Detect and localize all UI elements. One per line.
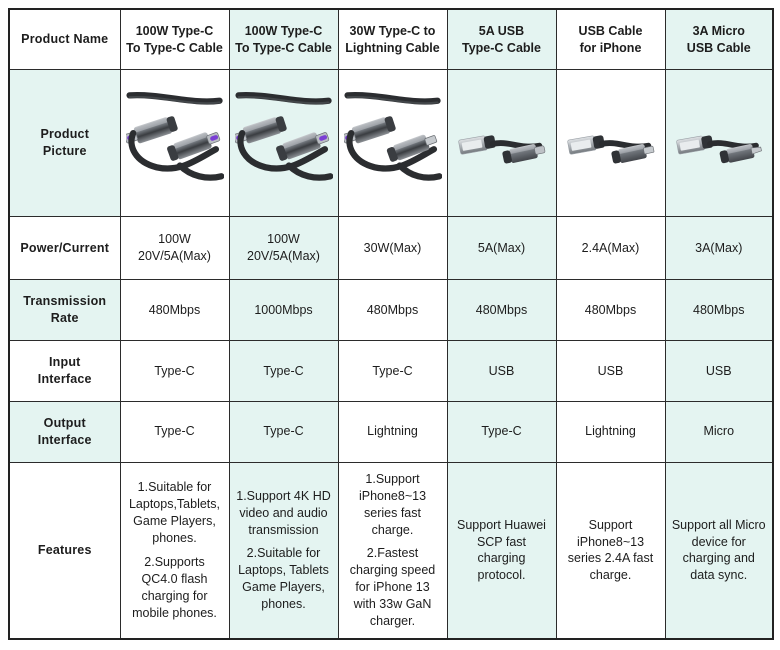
column-header-0: [120, 9, 229, 70]
power-line1: 5A(Max): [477, 240, 526, 255]
product-name-line2: To Type-C Cable: [126, 40, 223, 55]
product-name-line1: 30W Type-C to: [349, 23, 436, 38]
column-header-5: [665, 9, 773, 70]
product-name-line1: 100W Type-C: [135, 23, 214, 38]
row-label-output-interface: [9, 401, 120, 462]
transmission-rate-cell-4: 480Mbps: [556, 280, 665, 341]
row-label-power-current: [9, 217, 120, 280]
features-cell-3: [447, 462, 556, 639]
transmission-rate-cell-5: 480Mbps: [665, 280, 773, 341]
features-cell-2: [338, 462, 447, 639]
product-comparison-table: [8, 8, 774, 640]
product-picture-cell-0: [120, 70, 229, 217]
feature-item: 2.Suitable for Laptops, Tablets Game Players, phones.: [238, 546, 329, 612]
row-label-text-line1: Input: [48, 355, 81, 370]
power-current-cell-4: [556, 217, 665, 280]
row-label-text-line1: Output: [43, 415, 86, 430]
table-row-features: [9, 462, 773, 639]
row-label-product-name: [9, 9, 120, 70]
product-name-line1: 3A Micro: [692, 23, 745, 38]
table-row-power-current: [9, 217, 773, 280]
row-label-text: Features: [37, 542, 92, 557]
row-label-transmission-rate: [9, 280, 120, 341]
features-cell-4: [556, 462, 665, 639]
transmission-rate-cell-3: 480Mbps: [447, 280, 556, 341]
power-line2: 20V/5A(Max): [138, 249, 211, 264]
row-label-text-line1: Product: [40, 127, 90, 142]
product-name-line1: 5A USB: [478, 23, 525, 38]
power-line1: 30W(Max): [363, 240, 422, 255]
row-label-text: Product Name: [21, 32, 109, 47]
feature-item: 1.Support 4K HD video and audio transmission: [236, 488, 331, 537]
table-row-output-interface: [9, 401, 773, 462]
output-interface-cell-3: Type-C: [447, 401, 556, 462]
input-interface-cell-1: Type-C: [229, 341, 338, 402]
usb-to-type-c-cable-picture: [453, 84, 551, 202]
power-line1: 100W: [267, 232, 300, 247]
type-c-to-lightning-cable-picture: [344, 84, 442, 202]
product-name-line1: 100W Type-C: [244, 23, 323, 38]
product-name-line2: for iPhone: [579, 40, 642, 55]
column-header-2: [338, 9, 447, 70]
transmission-rate-cell-2: 480Mbps: [338, 280, 447, 341]
transmission-rate-cell-0: 480Mbps: [120, 280, 229, 341]
features-cell-0: [120, 462, 229, 639]
features-cell-1: [229, 462, 338, 639]
input-interface-cell-2: Type-C: [338, 341, 447, 402]
column-header-1: [229, 9, 338, 70]
feature-item: 2.Fastest charging speed for iPhone 13 with 33w GaN charger.: [349, 546, 436, 628]
table-row-transmission-rate: [9, 280, 773, 341]
product-name-line2: Lightning Cable: [345, 40, 440, 55]
power-line2: 20V/5A(Max): [247, 249, 320, 264]
feature-item: Support Huawei SCP fast charging protocol.: [457, 517, 546, 583]
product-picture-cell-1: [229, 70, 338, 217]
feature-item: 1.Suitable for Laptops,Tablets, Game Players, phones.: [128, 480, 221, 546]
table-row-product-name: [9, 9, 773, 70]
product-picture-cell-2: [338, 70, 447, 217]
input-interface-cell-3: USB: [447, 341, 556, 402]
product-name-line2: USB Cable: [686, 40, 751, 55]
feature-item: Support all Micro device for charging and data sync.: [671, 517, 766, 583]
row-label-text-line2: Picture: [42, 144, 87, 159]
power-line1: 2.4A(Max): [581, 240, 640, 255]
input-interface-cell-4: USB: [556, 341, 665, 402]
product-name-line1: USB Cable: [578, 23, 643, 38]
power-current-cell-0: [120, 217, 229, 280]
feature-item: Support iPhone8~13 series 2.4A fast charge.: [567, 517, 654, 583]
feature-item: 2.Supports QC4.0 flash charging for mobile phones.: [132, 554, 217, 620]
table-row-product-picture: [9, 70, 773, 217]
column-header-3: [447, 9, 556, 70]
features-cell-5: [665, 462, 773, 639]
row-label-text-line1: Transmission: [23, 294, 107, 309]
power-current-cell-2: [338, 217, 447, 280]
row-label-text-line2: Interface: [37, 372, 92, 386]
type-c-to-type-c-cable-picture: [126, 84, 224, 202]
row-label-text: Power/Current: [20, 240, 110, 255]
usb-to-micro-cable-picture: [671, 84, 768, 202]
column-header-4: [556, 9, 665, 70]
power-line1: 3A(Max): [695, 240, 743, 255]
output-interface-cell-5: Micro: [665, 401, 773, 462]
power-current-cell-5: [665, 217, 773, 280]
output-interface-cell-1: Type-C: [229, 401, 338, 462]
product-picture-cell-4: [556, 70, 665, 217]
output-interface-cell-0: Type-C: [120, 401, 229, 462]
input-interface-cell-0: Type-C: [120, 341, 229, 402]
row-label-product-picture: [9, 70, 120, 217]
input-interface-cell-5: USB: [665, 341, 773, 402]
power-line1: 100W: [158, 232, 191, 247]
product-picture-cell-3: [447, 70, 556, 217]
transmission-rate-cell-1: 1000Mbps: [229, 280, 338, 341]
output-interface-cell-2: Lightning: [338, 401, 447, 462]
feature-item: 1.Support iPhone8~13 series fast charge.: [358, 471, 427, 537]
type-c-to-type-c-cable-picture: [235, 84, 333, 202]
power-current-cell-3: [447, 217, 556, 280]
row-label-text-line2: Interface: [37, 432, 92, 447]
product-name-line2: Type-C Cable: [462, 40, 541, 55]
row-label-input-interface: [9, 341, 120, 402]
product-picture-cell-5: [665, 70, 773, 217]
output-interface-cell-4: Lightning: [556, 401, 665, 462]
power-current-cell-1: [229, 217, 338, 280]
table-row-input-interface: [9, 341, 773, 402]
usb-to-lightning-cable-picture: [562, 84, 660, 202]
row-label-text-line2: Rate: [50, 311, 79, 326]
row-label-features: [9, 462, 120, 639]
product-name-line2: To Type-C Cable: [235, 40, 332, 55]
